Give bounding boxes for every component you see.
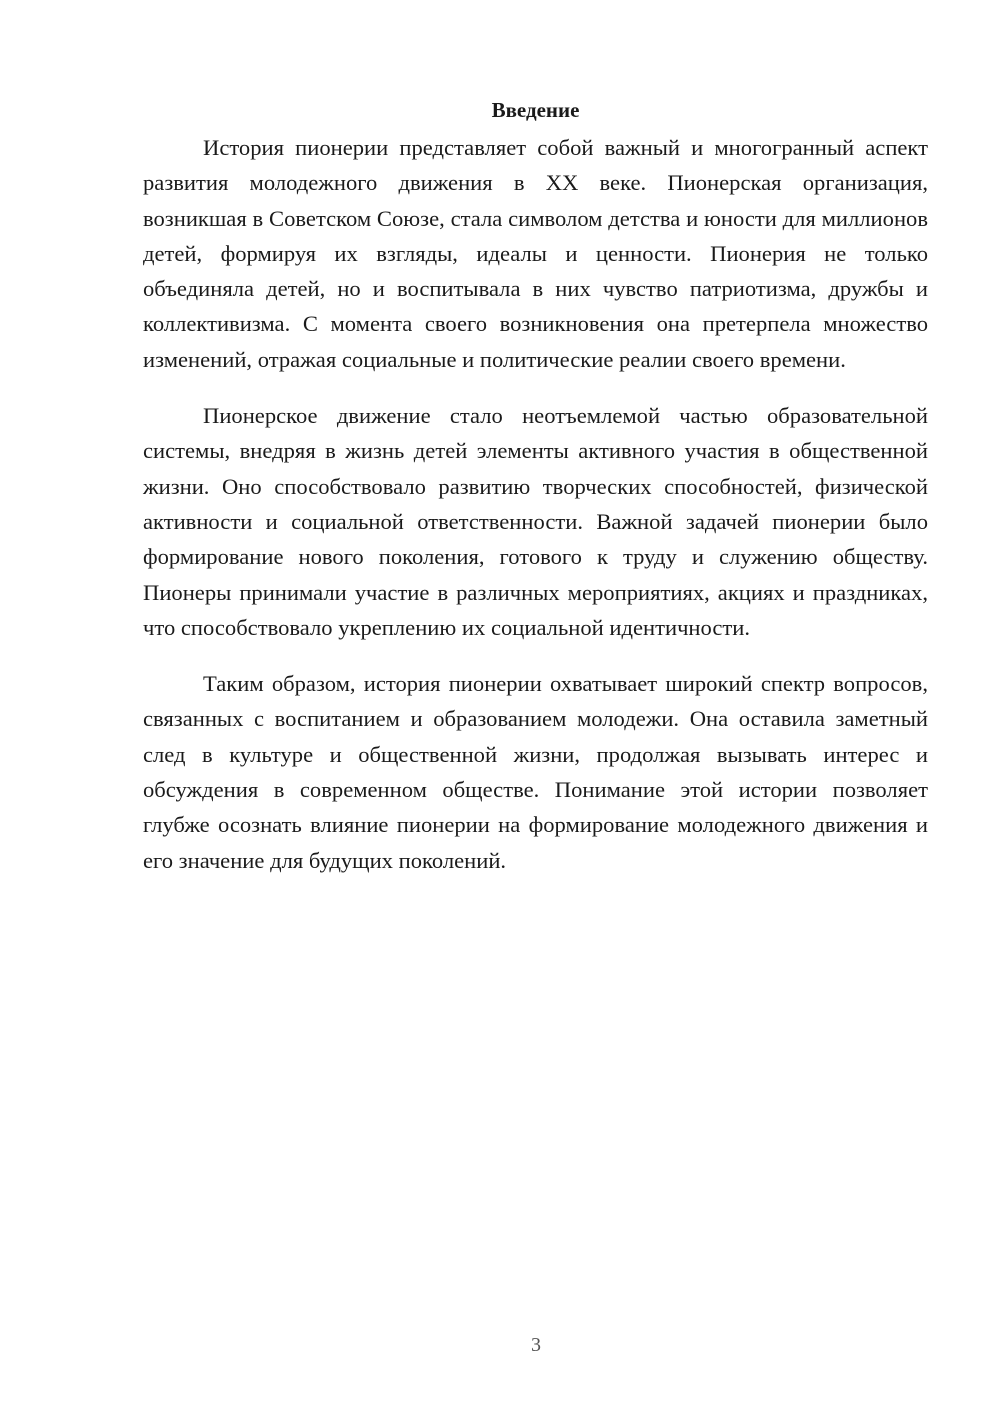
section-title: Введение [491,98,580,122]
paragraph-2: Пионерское движение стало неотъемлемой частью образовательной системы, внедряя в жизнь детей элементы активного участия в общественной жизни. Оно способствовало развитию творческих способностей, физической активности и социальной ответственности. Важной задачей пионерии было формирование нового поколения, готового к труду и служению обществу. Пионеры принимали участие в различных мероприятиях, акциях и праздниках, что способствовало укреплению их социальной идентичности. [143,403,928,640]
paragraph-1: История пионерии представляет собой важный и многогранный аспект развития молодежного движения в XX веке. Пионерская организация, возникшая в Советском Союзе, стала символом детства и юности для миллионов детей, формируя их взгляды, идеалы и ценности. Пионерия не только объединяла детей, но и воспитывала в них чувство патриотизма, дружбы и коллективизма. С момента своего возникновения она претерпела множество изменений, отражая социальные и политические реалии своего времени. [143,135,928,372]
paragraph-3: Таким образом, история пионерии охватывает широкий спектр вопросов, связанных с воспитанием и образованием молодежи. Она оставила заметный след в культуре и общественной жизни, продолжая вызывать интерес и обсуждения в современном обществе. Понимание этой истории позволяет глубже осознать влияние пионерии на формирование молодежного движения и его значение для будущих поколений. [143,671,928,873]
page-number: 3 [531,1334,541,1356]
page-content [143,95,928,899]
